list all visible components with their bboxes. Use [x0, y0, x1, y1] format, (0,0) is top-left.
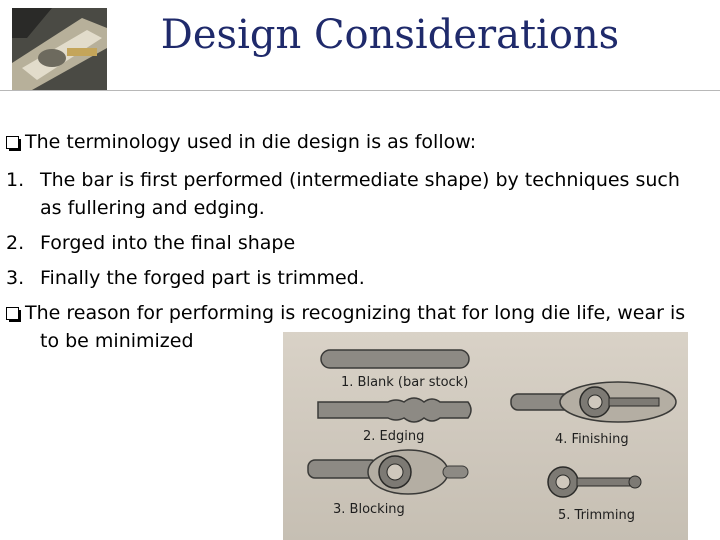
caption-blocking: 3. Blocking — [333, 502, 405, 517]
header-photo — [12, 8, 107, 90]
bullet-reason: The reason for performing is recognizing that for long die life, wear is — [6, 299, 685, 327]
page-title: Design Considerations — [160, 12, 620, 58]
bullet-intro: The terminology used in die design is as follow: — [6, 128, 476, 156]
list-item-1: 1. The bar is first performed (intermediate shape) by techniques such — [6, 169, 680, 191]
checkbox-bullet-icon — [6, 136, 19, 149]
list-item-1-continued: as fullering and edging. — [40, 197, 265, 219]
bullet-reason-continued: to be minimized — [40, 330, 194, 352]
checkbox-bullet-icon — [6, 307, 19, 320]
forging-stages-photo — [283, 332, 688, 540]
caption-finishing: 4. Finishing — [555, 432, 629, 447]
caption-blank: 1. Blank (bar stock) — [341, 375, 469, 390]
list-item-3: 3. Finally the forged part is trimmed. — [6, 267, 365, 289]
title-divider — [0, 90, 720, 91]
caption-edging: 2. Edging — [363, 429, 425, 444]
list-item-2: 2. Forged into the final shape — [6, 232, 296, 254]
caption-trimming: 5. Trimming — [558, 508, 635, 523]
